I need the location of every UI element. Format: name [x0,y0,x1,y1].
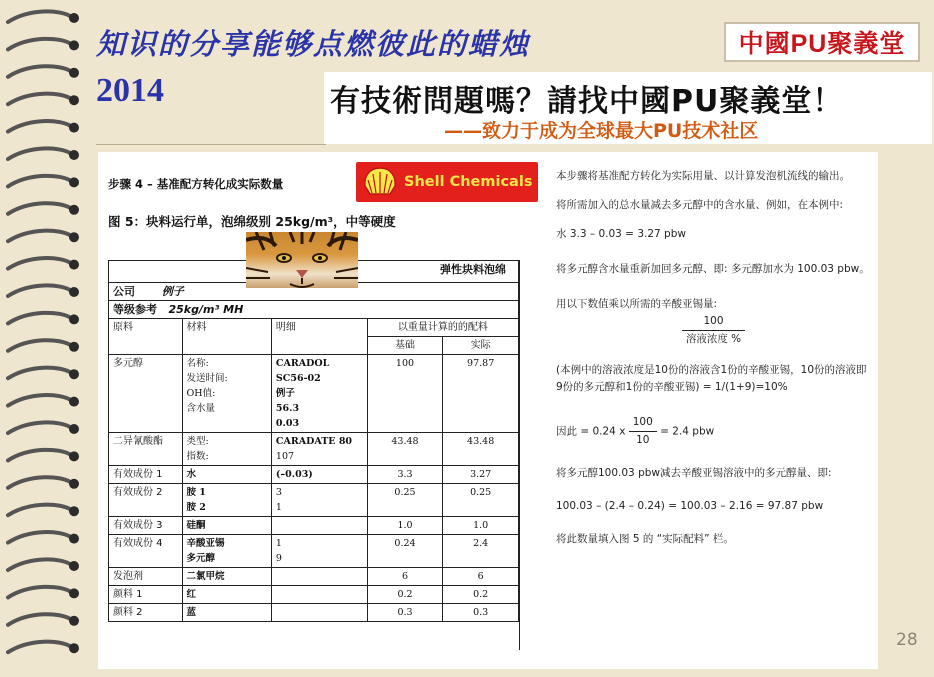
spiral-hole [69,150,79,160]
row-details [271,433,367,466]
detail-line: 56.3 [275,403,300,414]
row-actual: 0.25 [443,484,519,517]
explain-p7-suffix: = 2.4 pbw [660,425,715,438]
row-materials [182,466,271,484]
material-line: 胺 2 [186,502,206,513]
tiger-image [246,232,358,288]
detail-line [276,518,363,533]
explain-p3: 水 3.3 – 0.03 = 3.27 pbw [556,228,686,240]
row-actual: 2.4 [443,535,519,568]
row-materials [182,517,271,535]
banner [324,72,932,144]
banner-main: 有技術問題嗎？請找中國PU聚義堂！ [330,84,844,119]
tiger-face-icon [246,232,358,288]
explain-p7 [556,414,871,449]
detail-line: 1 [275,502,282,513]
row-actual: 0.3 [443,604,519,622]
row-raw: 有效成份 4 [109,535,183,568]
step-title: 步骤 4 – 基准配方转化成实际数量 [108,177,284,191]
shell-pecten-icon [362,166,398,198]
table-row [109,568,519,586]
explain-p2: 将所需加入的总水量减去多元醇中的含水量、例如，在本例中: [556,199,844,211]
material-line: 蓝 [186,607,197,618]
spiral-hole [69,616,79,626]
spiral-hole [69,314,79,324]
material-line: 红 [186,589,197,600]
detail-line: 107 [275,451,295,462]
header-by-weight: 以重量计算的的配料 [367,319,518,337]
grade-value: 25kg/m³ MH [168,303,244,316]
spiral-hole [69,534,79,544]
spiral-hole [69,369,79,379]
row-materials [182,586,271,604]
row-base: 6 [367,568,443,586]
detail-line: CARADATE 80 [275,436,353,447]
row-actual: 0.2 [443,586,519,604]
row-details [271,604,367,622]
shell-text: Shell Chemicals [404,174,533,190]
row-raw: 有效成份 2 [109,484,183,517]
table-row [109,355,519,433]
header-raw: 原料 [109,319,183,355]
row-materials [182,484,271,517]
row-base: 0.2 [367,586,443,604]
row-materials [182,604,271,622]
foam-type: 弹性块料泡绵 [109,261,519,283]
spiral-hole [69,561,79,571]
company-value: 例子 [161,285,184,298]
material-line: 含水量 [186,403,216,414]
explain-p9: 100.03 – (2.4 – 0.24) = 100.03 – 2.16 = 97.87 pbw [556,500,824,512]
material-line: 硅酮 [186,520,206,531]
spiral-hole [69,123,79,133]
spiral-hole [69,68,79,78]
header-actual: 实际 [443,337,519,355]
row-details [271,466,367,484]
row-base: 43.48 [367,433,443,466]
logo-text: 中國PU聚義堂 [738,30,906,58]
detail-line: 0.03 [275,418,300,429]
banner-sub: ——致力于成为全球最大PU技术社区 [444,120,759,142]
row-raw: 多元醇 [109,355,183,433]
row-details [271,484,367,517]
grade-label: 等级参考 [113,303,157,316]
frac2-den: 10 [636,434,650,446]
material-line: 名称: [186,358,209,369]
spiral-hole [69,397,79,407]
detail-line [276,587,363,602]
row-actual: 6 [443,568,519,586]
spiral-hole [69,424,79,434]
grade-row [109,301,519,319]
header-title: 知识的分享能够点燃彼此的蜡烛 [96,27,531,61]
header-material: 材料 [182,319,271,355]
row-base: 100 [367,355,443,433]
row-details [271,535,367,568]
spiral-hole [69,479,79,489]
row-details [271,355,367,433]
figure-title: 图 5：块料运行单，泡绵级别 25kg/m³，中等硬度 [108,214,396,229]
detail-line [276,569,363,584]
spiral-hole [69,260,79,270]
company-label: 公司 [113,285,135,298]
row-details [271,586,367,604]
material-line: 类型: [186,436,209,447]
row-raw: 颜料 2 [109,604,183,622]
frac1-num: 100 [682,313,745,331]
material-line: 胺 1 [186,487,206,498]
spiral-binding [0,0,90,677]
detail-line: CARADOL SC56-02 [275,358,330,384]
header-year: 2014 [96,72,164,109]
table-row [109,586,519,604]
explain-p10: 将此数量填入图 5 的 “实际配料” 栏。 [556,533,734,545]
header-divider [96,144,326,145]
row-base: 1.0 [367,517,443,535]
table-row [109,466,519,484]
slide-content [98,152,878,669]
header-detail: 明细 [271,319,367,355]
detail-line: 9 [275,553,282,564]
explain-p6: (本例中的溶液浓度是10份的溶液含1份的辛酸亚锡，10份的溶液即9份的多元醇和1份的辛酸亚锡) = 1/(1+9)=10% [556,364,867,393]
material-line: 二氯甲烷 [186,571,225,582]
explain-p4: 将多元醇含水量重新加回多元醇、即: 多元醇加水为 100.03 pbw。 [556,263,870,275]
table-row [109,517,519,535]
detail-line: 3 [275,487,282,498]
run-sheet-table [108,260,519,622]
spiral-hole [69,451,79,461]
detail-line: 例子 [275,388,295,399]
material-line: 辛酸亚锡 [186,538,225,549]
row-materials [182,568,271,586]
run-sheet [108,260,520,650]
material-line: 水 [186,469,197,480]
explain-p7-prefix: 因此 = 0.24 x [556,425,626,438]
table-row [109,433,519,466]
fraction-1 [556,313,871,348]
frac1-den: 溶液浓度 % [685,333,742,345]
shell-logo [356,162,538,202]
row-actual: 1.0 [443,517,519,535]
frac2-num: 100 [629,414,657,432]
explain-p1: 本步骤将基准配方转化为实际用量、以计算发泡机流线的输出。 [556,170,850,182]
pu-logo [724,22,920,62]
detail-line [276,605,363,620]
spiral-hole [69,177,79,187]
row-raw: 有效成份 1 [109,466,183,484]
row-base: 0.25 [367,484,443,517]
spiral-hole [69,40,79,50]
spiral-hole [69,205,79,215]
material-line: 发送时间: [186,373,228,384]
spiral-hole [69,588,79,598]
page-number: 28 [896,630,918,650]
row-base: 3.3 [367,466,443,484]
detail-line: 1 [275,538,282,549]
row-actual: 3.27 [443,466,519,484]
spiral-hole [69,506,79,516]
spiral-hole [69,342,79,352]
detail-line: (–0.03) [275,469,313,480]
table-row [109,484,519,517]
explain-p8: 将多元醇100.03 pbw减去辛酸亚锡溶液中的多元醇量、即: [556,467,832,479]
row-raw: 二异氰酸酯 [109,433,183,466]
row-materials [182,433,271,466]
row-materials [182,535,271,568]
row-details [271,568,367,586]
explanation [556,168,871,560]
spiral-hole [69,95,79,105]
row-actual: 97.87 [443,355,519,433]
row-raw: 有效成份 3 [109,517,183,535]
spiral-hole [69,13,79,23]
row-raw: 发泡剂 [109,568,183,586]
table-row [109,604,519,622]
row-base: 0.3 [367,604,443,622]
material-line: 多元醇 [186,553,216,564]
row-actual: 43.48 [443,433,519,466]
spiral-hole [69,643,79,653]
explain-p5: 用以下数值乘以所需的辛酸亚锡量: [556,298,718,310]
row-materials [182,355,271,433]
header-base: 基础 [367,337,443,355]
row-base: 0.24 [367,535,443,568]
spiral-hole [69,287,79,297]
table-row [109,535,519,568]
material-line: 指数: [186,451,209,462]
row-details [271,517,367,535]
spiral-hole [69,232,79,242]
material-line: OH值: [186,388,216,399]
row-raw: 颜料 1 [109,586,183,604]
